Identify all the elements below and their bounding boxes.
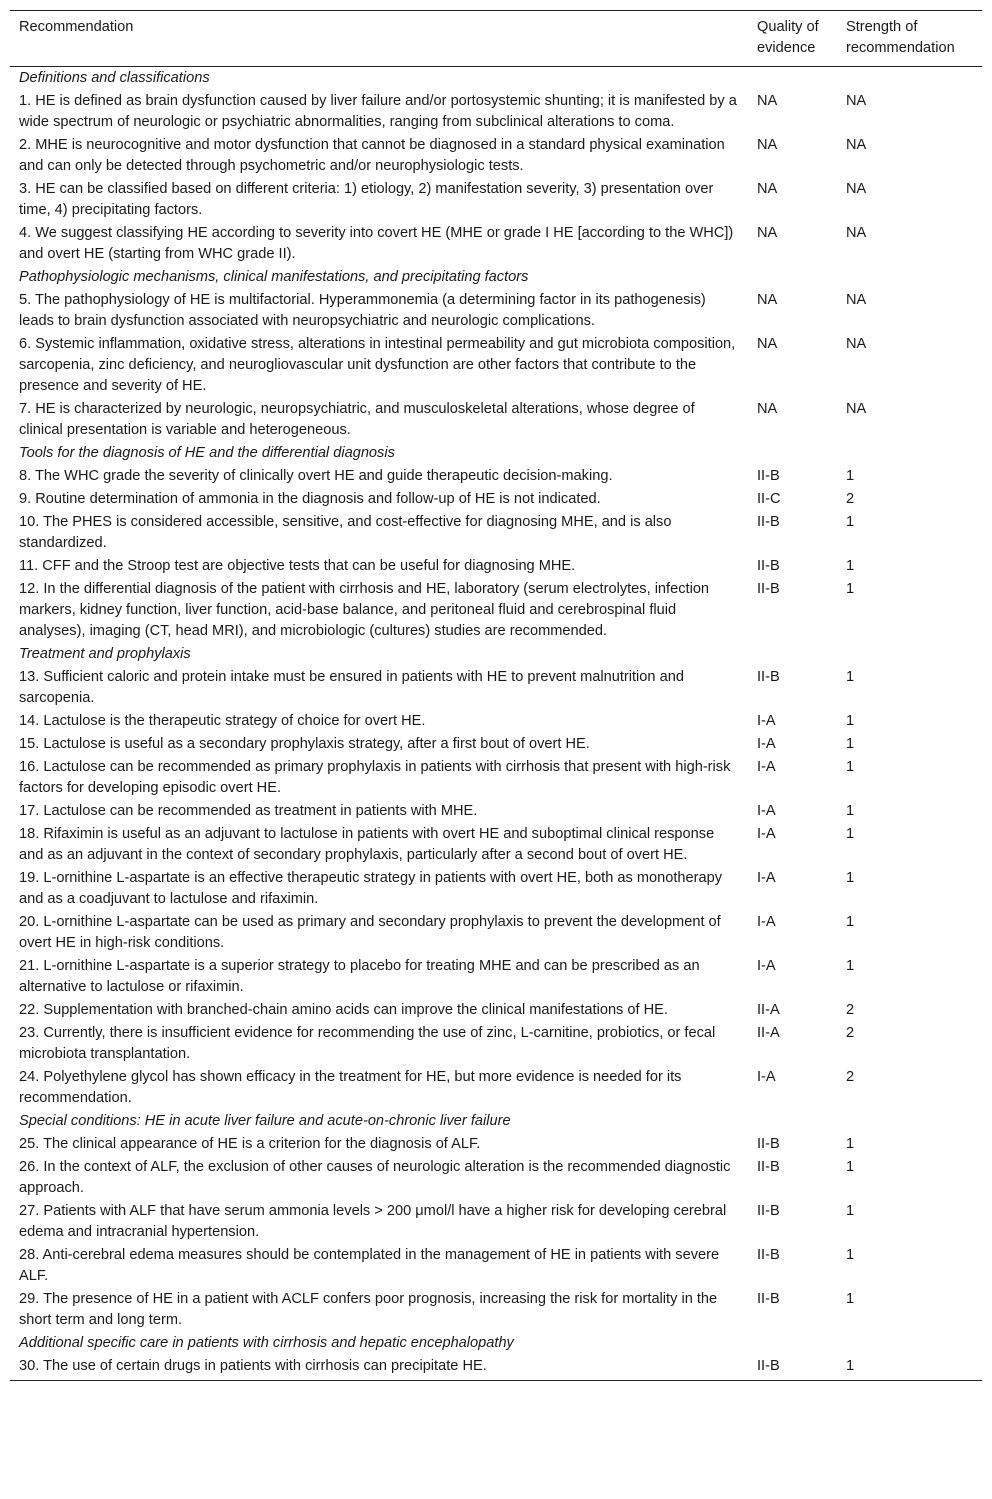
strength-cell: 2 [846,1025,855,1041]
quality-cell: II-A [757,1002,780,1018]
table-row [10,666,982,710]
table-row [10,398,982,442]
table-row [10,222,982,266]
strength-cell: NA [846,336,867,352]
strength-cell: 1 [846,1247,855,1263]
quality-cell: II-B [757,1203,780,1219]
recommendation-cell: 16. Lactulose can be recommended as primary prophylaxis in patients with cirrhosis that present with high-risk factors for developing episodic overt HE. [19,759,731,796]
strength-cell: NA [846,181,867,197]
quality-cell: II-B [757,514,780,530]
recommendation-cell: 5. The pathophysiology of HE is multifactorial. Hyperammonemia (a determining factor in its pathogenesis) leads to brain dysfunction associated with neuropsychiatric and neurologic complications. [19,292,706,329]
quality-cell: II-B [757,468,780,484]
table-row [10,1288,982,1332]
recommendation-cell: 29. The presence of HE in a patient with ACLF confers poor prognosis, increasing the risk for mortality in the short term and long term. [19,1291,718,1328]
quality-cell: I-A [757,803,776,819]
quality-cell: NA [757,225,778,241]
table-row [10,511,982,555]
strength-cell: 1 [846,468,855,484]
recommendation-cell: 21. L-ornithine L-aspartate is a superior strategy to placebo for treating MHE and can be prescribed as an alternative to lactulose or rifaximin. [19,958,700,995]
quality-cell: II-B [757,1358,780,1374]
table-row [10,733,982,756]
table-row [10,1200,982,1244]
recommendation-cell: 18. Rifaximin is useful as an adjuvant to lactulose in patients with overt HE and suboptimal clinical response and as an adjuvant in the context of secondary prophylaxis, particularly after a second bout of overt HE. [19,826,715,863]
strength-cell: NA [846,401,867,417]
table-row [10,289,982,333]
section-heading: Treatment and prophylaxis [19,646,191,662]
table-row [10,555,982,578]
section-row [10,1332,982,1355]
strength-cell: 1 [846,826,855,842]
quality-cell: II-B [757,669,780,685]
strength-cell: 1 [846,914,855,930]
strength-cell: 1 [846,870,855,886]
table-row [10,1156,982,1200]
table-row [10,955,982,999]
section-row [10,266,982,289]
recommendation-cell: 15. Lactulose is useful as a secondary prophylaxis strategy, after a first bout of overt HE. [19,736,590,752]
strength-cell: NA [846,137,867,153]
recommendation-cell: 25. The clinical appearance of HE is a criterion for the diagnosis of ALF. [19,1136,481,1152]
quality-cell: I-A [757,736,776,752]
section-row [10,67,982,91]
recommendation-cell: 28. Anti-cerebral edema measures should be contemplated in the management of HE in patients with severe ALF. [19,1247,720,1284]
strength-cell: 1 [846,1159,855,1175]
strength-cell: NA [846,225,867,241]
recommendations-table [10,10,982,1381]
recommendation-cell: 23. Currently, there is insufficient evidence for recommending the use of zinc, L-carnitine, probiotics, or fecal microbiota transplantation. [19,1025,716,1062]
table-row [10,1244,982,1288]
recommendation-cell: 19. L-ornithine L-aspartate is an effective therapeutic strategy in patients with overt HE, both as monotherapy and as a coadjuvant to lactulose and rifaximin. [19,870,723,907]
recommendation-cell: 24. Polyethylene glycol has shown efficacy in the treatment for HE, but more evidence is needed for its recommendation. [19,1069,682,1106]
quality-cell: I-A [757,826,776,842]
header-recommendation: Recommendation [19,19,134,35]
section-heading: Pathophysiologic mechanisms, clinical manifestations, and precipitating factors [19,269,529,285]
recommendation-cell: 26. In the context of ALF, the exclusion of other causes of neurologic alteration is the recommended diagnostic approach. [19,1159,731,1196]
strength-cell: 1 [846,803,855,819]
table-row [10,867,982,911]
quality-cell: I-A [757,1069,776,1085]
table-row [10,756,982,800]
header-quality-of-evidence: Quality of evidence [757,19,819,56]
table-row [10,488,982,511]
table-row [10,333,982,398]
strength-cell: 1 [846,514,855,530]
strength-cell: 2 [846,491,855,507]
section-row [10,442,982,465]
strength-cell: 1 [846,958,855,974]
table-row [10,1022,982,1066]
recommendations-table-container [10,10,982,1381]
quality-cell: II-B [757,558,780,574]
quality-cell: NA [757,292,778,308]
section-heading: Special conditions: HE in acute liver failure and acute-on-chronic liver failure [19,1113,511,1129]
table-row [10,134,982,178]
header-strength-of-recommendation: Strength of recommendation [846,19,955,56]
strength-cell: 1 [846,759,855,775]
table-header [10,11,982,67]
recommendation-cell: 7. HE is characterized by neurologic, neuropsychiatric, and musculoskeletal alterations, whose degree of clinical presentation is variable and heterogeneous. [19,401,695,438]
table-body [10,67,982,1381]
strength-cell: 1 [846,558,855,574]
quality-cell: II-B [757,581,780,597]
recommendation-cell: 1. HE is defined as brain dysfunction caused by liver failure and/or portosystemic shunting; it is manifested by a wide spectrum of neurologic or psychiatric abnormalities, ranging from subclinical alterations to coma. [19,93,737,130]
recommendation-cell: 3. HE can be classified based on different criteria: 1) etiology, 2) manifestation severity, 3) presentation over time, 4) precipitating factors. [19,181,714,218]
strength-cell: 1 [846,669,855,685]
recommendation-cell: 17. Lactulose can be recommended as treatment in patients with MHE. [19,803,478,819]
recommendation-cell: 14. Lactulose is the therapeutic strategy of choice for overt HE. [19,713,426,729]
table-row [10,465,982,488]
recommendation-cell: 10. The PHES is considered accessible, sensitive, and cost-effective for diagnosing MHE, and is also standardized. [19,514,672,551]
table-row [10,800,982,823]
table-row [10,823,982,867]
section-heading: Additional specific care in patients with cirrhosis and hepatic encephalopathy [19,1335,514,1351]
table-row [10,1133,982,1156]
quality-cell: NA [757,401,778,417]
recommendation-cell: 9. Routine determination of ammonia in the diagnosis and follow-up of HE is not indicated. [19,491,601,507]
section-row [10,1110,982,1133]
section-heading: Definitions and classifications [19,70,210,86]
strength-cell: 1 [846,1136,855,1152]
recommendation-cell: 13. Sufficient caloric and protein intake must be ensured in patients with HE to prevent malnutrition and sarcopenia. [19,669,684,706]
recommendation-cell: 6. Systemic inflammation, oxidative stress, alterations in intestinal permeability and gut microbiota composition, sarcopenia, zinc deficiency, and neurogliovascular unit dysfunction are other factors that contribute to the presence and severity of HE. [19,336,736,394]
recommendation-cell: 8. The WHC grade the severity of clinically overt HE and guide therapeutic decision-making. [19,468,613,484]
recommendation-cell: 27. Patients with ALF that have serum ammonia levels > 200 μmol/l have a higher risk for developing cerebral edema and intracranial hypertension. [19,1203,727,1240]
recommendation-cell: 2. MHE is neurocognitive and motor dysfunction that cannot be diagnosed in a standard physical examination and can only be detected through psychometric and/or neurophysiologic tests. [19,137,725,174]
recommendation-cell: 12. In the differential diagnosis of the patient with cirrhosis and HE, laboratory (serum electrolytes, infection markers, kidney function, liver function, acid-base balance, and peritoneal fluid and cerebrospinal fluid analyses), imaging (CT, head MRI), and microbiologic (cultures) studies are recommended. [19,581,710,639]
quality-cell: I-A [757,958,776,974]
strength-cell: 1 [846,713,855,729]
strength-cell: NA [846,292,867,308]
strength-cell: 2 [846,1002,855,1018]
strength-cell: 1 [846,736,855,752]
quality-cell: II-A [757,1025,780,1041]
strength-cell: 1 [846,1291,855,1307]
quality-cell: II-C [757,491,781,507]
table-row [10,90,982,134]
quality-cell: NA [757,93,778,109]
quality-cell: I-A [757,870,776,886]
quality-cell: II-B [757,1159,780,1175]
quality-cell: II-B [757,1291,780,1307]
quality-cell: I-A [757,759,776,775]
quality-cell: II-B [757,1247,780,1263]
table-row [10,999,982,1022]
table-row [10,710,982,733]
recommendation-cell: 22. Supplementation with branched-chain amino acids can improve the clinical manifestations of HE. [19,1002,668,1018]
table-row [10,178,982,222]
strength-cell: 1 [846,581,855,597]
section-row [10,643,982,666]
recommendation-cell: 30. The use of certain drugs in patients with cirrhosis can precipitate HE. [19,1358,487,1374]
quality-cell: NA [757,181,778,197]
section-heading: Tools for the diagnosis of HE and the differential diagnosis [19,445,395,461]
header-row [10,11,982,67]
table-row [10,578,982,643]
quality-cell: I-A [757,914,776,930]
table-row [10,911,982,955]
recommendation-cell: 20. L-ornithine L-aspartate can be used as primary and secondary prophylaxis to prevent the development of overt HE in high-risk conditions. [19,914,721,951]
strength-cell: 2 [846,1069,855,1085]
quality-cell: I-A [757,713,776,729]
table-row [10,1355,982,1381]
recommendation-cell: 4. We suggest classifying HE according to severity into covert HE (MHE or grade I HE [according to the WHC]) and overt HE (starting from WHC grade II). [19,225,734,262]
quality-cell: NA [757,137,778,153]
strength-cell: NA [846,93,867,109]
strength-cell: 1 [846,1203,855,1219]
strength-cell: 1 [846,1358,855,1374]
table-row [10,1066,982,1110]
quality-cell: NA [757,336,778,352]
recommendation-cell: 11. CFF and the Stroop test are objective tests that can be useful for diagnosing MHE. [19,558,576,574]
quality-cell: II-B [757,1136,780,1152]
